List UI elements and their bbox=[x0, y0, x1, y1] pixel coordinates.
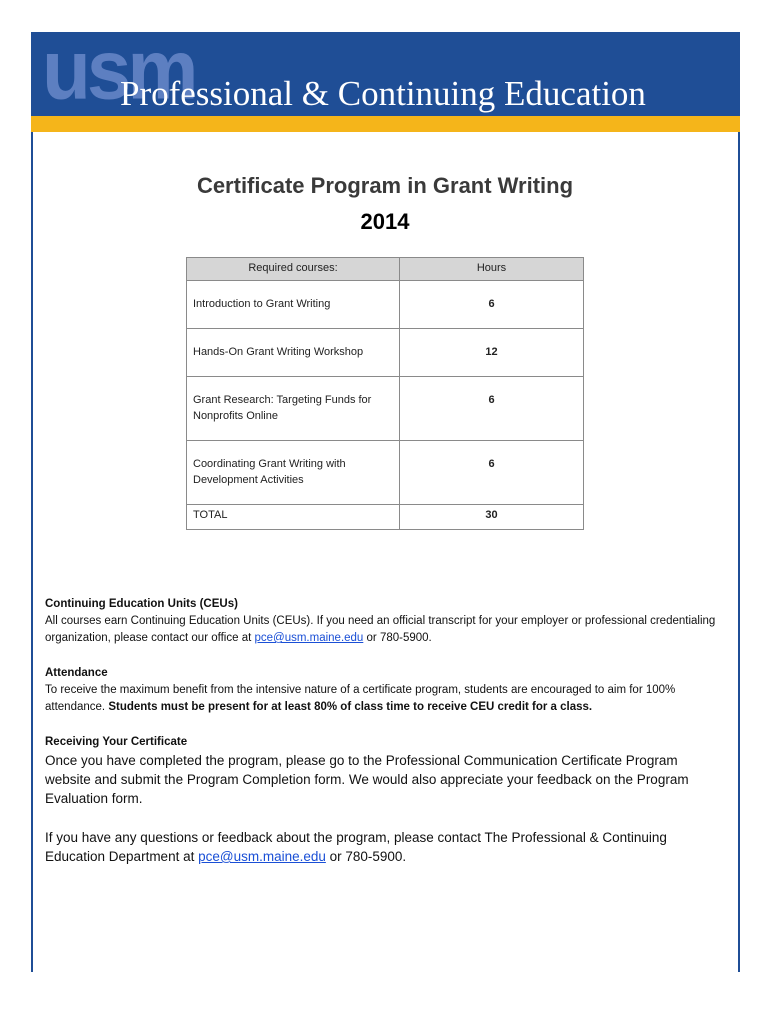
contact-text-before: If you have any questions or feedback about the program, please contact The Professional & Continuing Education Department at bbox=[45, 830, 667, 864]
attendance-text bbox=[45, 682, 725, 716]
ceu-text-before: All courses earn Continuing Education Units (CEUs). If you need an official transcript for your employer or professional credentialing organization, please contact our office at bbox=[45, 615, 716, 644]
attendance-text-normal: To receive the maximum benefit from the intensive nature of a certificate program, students are encouraged to aim for 100% attendance. bbox=[45, 684, 676, 713]
course-hours: 6 bbox=[400, 377, 584, 441]
certificate-heading: Receiving Your Certificate bbox=[45, 736, 188, 748]
certificate-section bbox=[45, 734, 725, 808]
table-total-row bbox=[187, 505, 584, 530]
column-header-courses: Required courses: bbox=[187, 258, 400, 281]
course-hours: 6 bbox=[400, 441, 584, 505]
usm-logo: usm bbox=[42, 22, 195, 117]
ceu-heading: Continuing Education Units (CEUs) bbox=[45, 598, 238, 610]
header-gold-strip bbox=[31, 116, 740, 132]
ceu-section bbox=[45, 596, 725, 647]
total-label: TOTAL bbox=[187, 505, 400, 530]
total-hours: 30 bbox=[400, 505, 584, 530]
course-name: Grant Research: Targeting Funds for Nonprofits Online bbox=[187, 377, 400, 441]
ceu-text bbox=[45, 613, 725, 647]
contact-section bbox=[45, 828, 725, 866]
attendance-heading: Attendance bbox=[45, 667, 108, 679]
attendance-section bbox=[45, 665, 725, 716]
contact-text-after: or 780-5900. bbox=[325, 849, 407, 864]
course-hours: 12 bbox=[400, 329, 584, 377]
table-row bbox=[187, 377, 584, 441]
document-year: 2014 bbox=[360, 209, 410, 234]
table-row bbox=[187, 329, 584, 377]
course-hours: 6 bbox=[400, 281, 584, 329]
table-row bbox=[187, 281, 584, 329]
course-name: Hands-On Grant Writing Workshop bbox=[187, 329, 400, 377]
certificate-text: Once you have completed the program, please go to the Professional Communication Certificate Program website and submit the Program Completion form. We would also appreciate your feedback on the Program Evaluation form. bbox=[45, 753, 689, 806]
banner-title: Professional & Continuing Education bbox=[120, 74, 646, 113]
table-row bbox=[187, 441, 584, 505]
attendance-text-bold: Students must be present for at least 80% of class time to receive CEU credit for a class. bbox=[108, 701, 593, 713]
course-name: Introduction to Grant Writing bbox=[187, 281, 400, 329]
column-header-hours: Hours bbox=[400, 258, 584, 281]
table-header-row bbox=[187, 258, 584, 281]
courses-table bbox=[186, 257, 584, 530]
ceu-email-link[interactable]: pce@usm.maine.edu bbox=[254, 632, 364, 644]
ceu-text-after: or 780-5900. bbox=[363, 632, 432, 644]
contact-email-link[interactable]: pce@usm.maine.edu bbox=[198, 849, 326, 864]
course-name: Coordinating Grant Writing with Development Activities bbox=[187, 441, 400, 505]
document-title: Certificate Program in Grant Writing bbox=[196, 173, 574, 198]
